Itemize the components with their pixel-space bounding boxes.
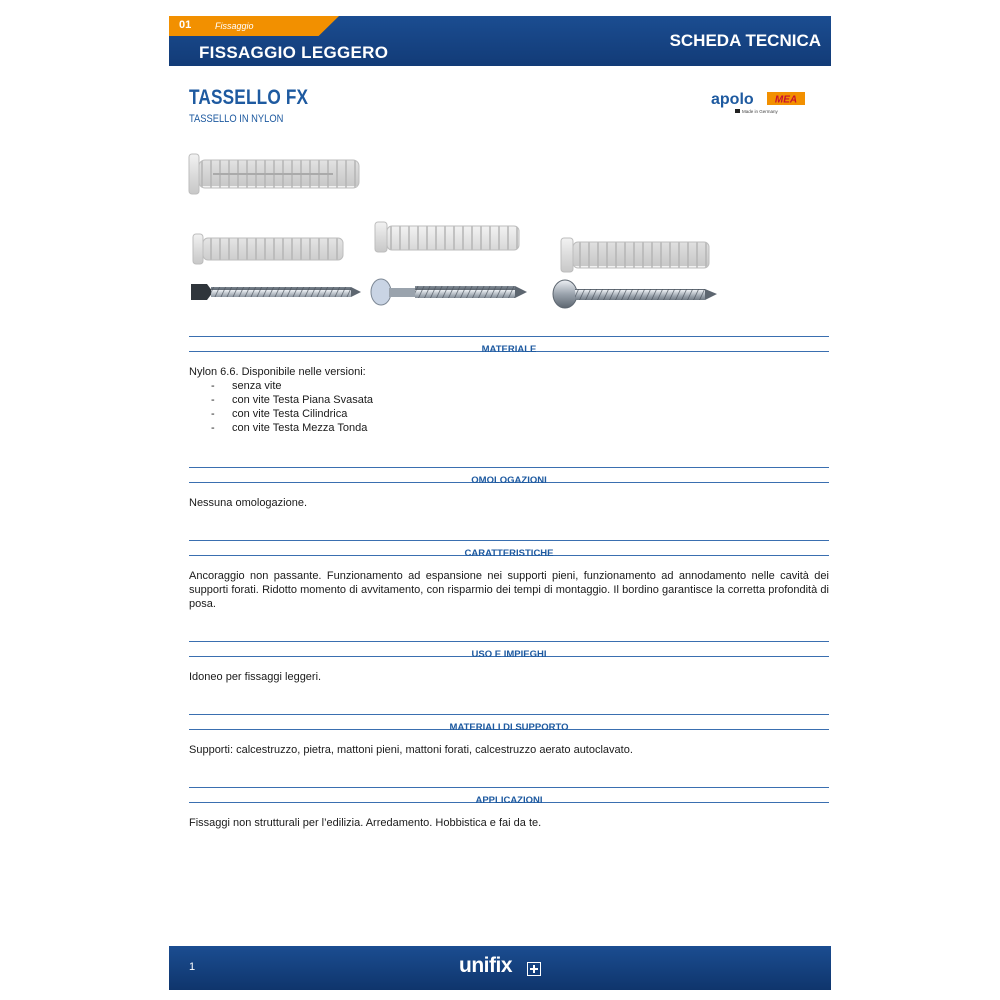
section-heading-bar xyxy=(189,336,829,355)
section-heading: MATERIALI DI SUPPORTO xyxy=(449,722,569,733)
list-item: - con vite Testa Piana Svasata xyxy=(189,393,829,407)
page-footer xyxy=(169,946,831,990)
section-body xyxy=(189,365,829,435)
section-heading-bar xyxy=(189,467,829,486)
category-tab xyxy=(169,16,339,36)
section-body: Nessuna omologazione. xyxy=(189,497,308,509)
section-omologazioni xyxy=(189,467,829,510)
section-applicazioni xyxy=(189,787,829,830)
unifix-cross-icon xyxy=(527,962,541,976)
datasheet-page xyxy=(169,16,831,990)
section-uso-impieghi xyxy=(189,641,829,684)
section-heading: USO E IMPIEGHI xyxy=(471,649,547,660)
section-materiali-supporto xyxy=(189,714,829,757)
section-heading-bar xyxy=(189,714,829,733)
section-materiale xyxy=(189,336,829,435)
list-item: - senza vite xyxy=(189,379,829,393)
section-heading: MATERIALE xyxy=(481,344,537,355)
section-body: Idoneo per fissaggi leggeri. xyxy=(189,671,322,683)
section-body: Ancoraggio non passante. Funzionamento ad espansione nei supporti pieni, funzionamento ad annodamento nelle cavità dei supporti forati. Ridotto momento di avvitamento, con risparmio dei tempi di montaggio. Il bordino garantisce la corretta profondità di posa. xyxy=(189,570,829,610)
section-heading: CARATTERISTICHE xyxy=(464,548,554,559)
section-number: 01 xyxy=(179,19,192,31)
plug-no-screw-image xyxy=(189,154,359,194)
section-body: Supporti: calcestruzzo, pietra, mattoni pieni, mattoni forati, calcestruzzo aerato autoclavato. xyxy=(189,744,633,756)
page-header xyxy=(169,16,831,66)
logo-brand: apolo xyxy=(711,91,754,108)
logo-badge: MEA xyxy=(774,94,798,106)
document-type-title: SCHEDA TECNICA xyxy=(669,31,821,50)
plug-pan-head-screw-image xyxy=(553,238,717,308)
apolo-mea-logo xyxy=(711,88,811,118)
plug-countersunk-screw-image xyxy=(191,234,361,300)
unifix-logo: unifix xyxy=(459,954,512,977)
section-heading-bar xyxy=(189,641,829,660)
header-title: FISSAGGIO LEGGERO xyxy=(199,43,389,62)
section-body: Fissaggi non strutturali per l’edilizia. Arredamento. Hobbistica e fai da te. xyxy=(189,817,542,829)
product-images xyxy=(183,146,743,316)
section-heading: APPLICAZIONI xyxy=(475,795,543,806)
plug-cylinder-screw-image xyxy=(371,222,527,305)
section-heading-bar xyxy=(189,787,829,806)
logo-tagline: Made in Germany xyxy=(742,109,778,114)
section-caratteristiche xyxy=(189,540,829,611)
versions-list xyxy=(189,379,829,435)
page-number: 1 xyxy=(189,961,196,973)
materiale-intro: Nylon 6.6. Disponibile nelle versioni: xyxy=(189,366,366,378)
category-label: Fissaggio xyxy=(215,21,254,31)
section-heading-bar xyxy=(189,540,829,559)
product-title: TASSELLO FX xyxy=(189,86,309,109)
product-subtitle: TASSELLO IN NYLON xyxy=(189,113,284,125)
section-heading: OMOLOGAZIONI xyxy=(471,475,547,486)
list-item: - con vite Testa Mezza Tonda xyxy=(189,421,829,435)
list-item: - con vite Testa Cilindrica xyxy=(189,407,829,421)
